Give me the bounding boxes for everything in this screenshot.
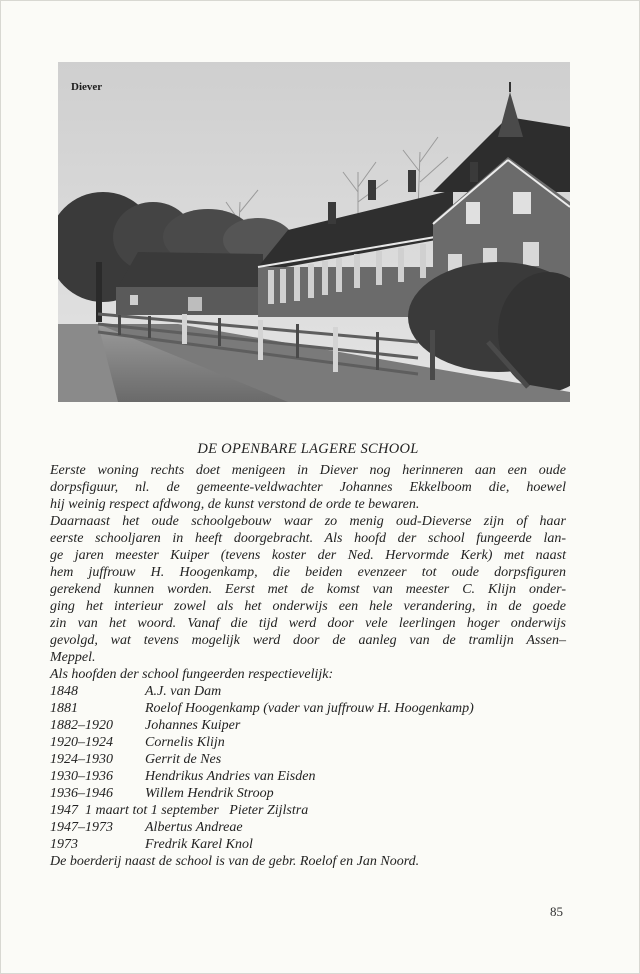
photo-caption: Diever	[71, 81, 103, 93]
head-name: Hendrikus Andries van Eisden	[145, 769, 316, 784]
head-row	[50, 836, 566, 853]
paragraph-line: eerste schooljaren in heeft doorgebracht. Als hoofd der school fungeerde lan-	[50, 531, 566, 546]
section-title: DE OPENBARE LAGERE SCHOOL	[197, 441, 419, 457]
paragraph-line: hij weinig respect afdwong, de kunst verstond de orde te bewaren.	[50, 497, 420, 512]
head-years: 1947 1 maart tot 1 september Pieter Zijlstra	[50, 803, 309, 818]
head-name: Gerrit de Nes	[145, 752, 222, 767]
head-name: Roelof Hoogenkamp (vader van juffrouw H. Hoogenkamp)	[145, 701, 474, 716]
head-name: Albertus Andreae	[145, 820, 243, 835]
paragraph-line: Eerste woning rechts doet menigeen in Diever nog herinneren aan een oude	[50, 463, 566, 478]
head-name: Cornelis Klijn	[145, 735, 225, 750]
paragraph-line: gerekend kunnen worden. Eerst met de komst van meester C. Klijn onder-	[50, 582, 566, 597]
head-row	[50, 819, 566, 836]
head-row	[50, 734, 566, 751]
head-years: 1936–1946	[50, 786, 113, 801]
head-name: Fredrik Karel Knol	[145, 837, 253, 852]
paragraph-line: hem juffrouw H. Hoogenkamp, die beiden evenzeer tot oude dorpsfiguren	[50, 565, 566, 580]
head-years: 1924–1930	[50, 752, 113, 767]
head-years: 1848	[50, 684, 78, 699]
head-row	[50, 683, 566, 700]
paragraph-line: ge jaren meester Kuiper (tevens koster der Ned. Hervormde Kerk) met naast	[50, 548, 566, 563]
closing-line: De boerderij naast de school is van de gebr. Roelof en Jan Noord.	[50, 854, 420, 869]
school-photo	[58, 62, 570, 402]
paragraph-line: gevolgd, wat tevens mogelijk werd door de aanleg van de tramlijn Assen–	[50, 633, 566, 648]
paragraph-line: zin van het woord. Vanaf die tijd werd door vele leerlingen hoger onderwijs	[50, 616, 566, 631]
head-years: 1881	[50, 701, 78, 716]
paragraph-line: dorpsfiguur, nl. de gemeente-veldwachter Johannes Ekkelboom die, hoewel	[50, 480, 566, 495]
head-row	[50, 751, 566, 768]
head-name: A.J. van Dam	[145, 684, 222, 699]
paragraph-line: Meppel.	[50, 650, 96, 665]
head-years: 1947–1973	[50, 820, 113, 835]
head-row	[50, 717, 566, 734]
head-years: 1973	[50, 837, 78, 852]
head-name: Willem Hendrik Stroop	[145, 786, 274, 801]
head-years: 1920–1924	[50, 735, 113, 750]
head-row	[50, 785, 566, 802]
head-row	[50, 802, 566, 819]
paragraph-line: Daarnaast het oude schoolgebouw waar zo menig oud-Dieverse zijn of haar	[50, 514, 566, 529]
head-row	[50, 768, 566, 785]
paragraph-line: Als hoofden der school fungeerden respectievelijk:	[50, 667, 334, 682]
head-name: Johannes Kuiper	[145, 718, 241, 733]
body-text	[50, 462, 566, 870]
school-photo-image	[58, 62, 570, 402]
head-years: 1930–1936	[50, 769, 113, 784]
head-row	[50, 700, 566, 717]
paragraph-line: ging het interieur zowel als het onderwijs een hele verandering, in de goede	[50, 599, 566, 614]
head-years: 1882–1920	[50, 718, 113, 733]
page-number: 85	[550, 904, 563, 919]
